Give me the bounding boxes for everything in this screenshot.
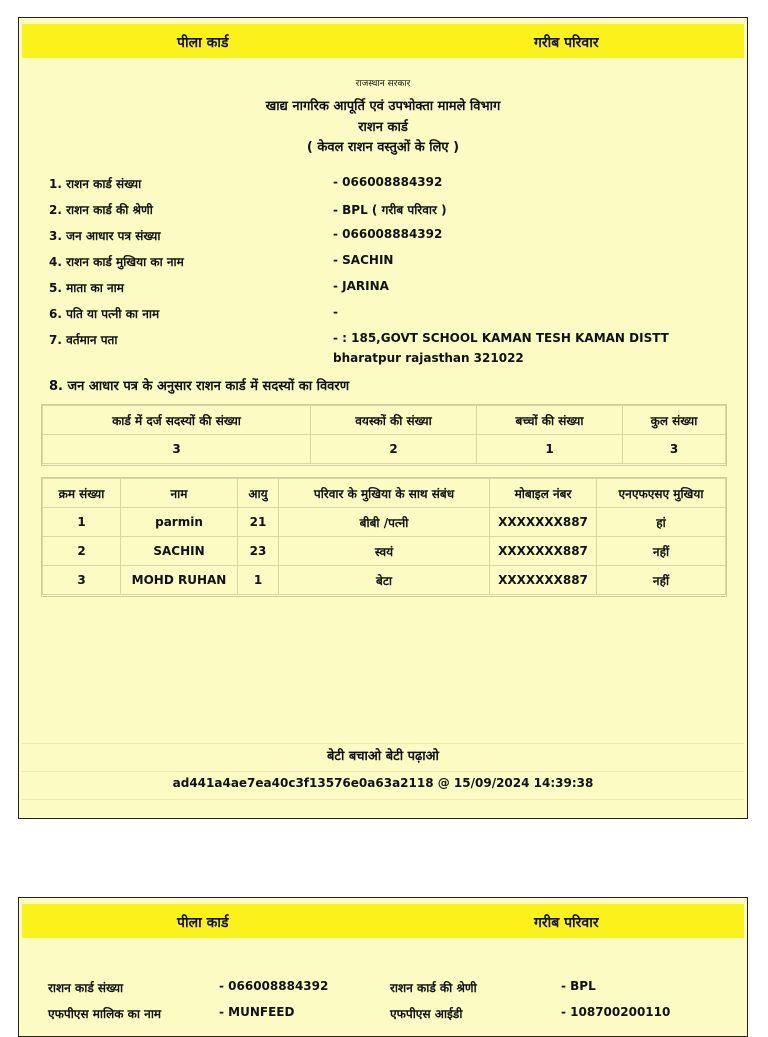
table-cell: 2 [311, 435, 477, 464]
table-cell: बेटा [279, 566, 490, 595]
field-label: 1. राशन कार्ड संख्या [49, 177, 142, 191]
column-header: कुल संख्या [623, 406, 726, 435]
divider [22, 799, 744, 800]
field-label: एफपीएस आईडी [390, 1007, 463, 1021]
field-label: राशन कार्ड की श्रेणी [390, 981, 477, 995]
table-row [43, 435, 726, 464]
table-row [43, 566, 726, 595]
table-header-row [43, 406, 726, 435]
table-cell: नहीं [597, 537, 726, 566]
field-label: 7. वर्तमान पता [49, 333, 118, 347]
table-cell: XXXXXXX887 [490, 508, 597, 537]
table-cell: XXXXXXX887 [490, 537, 597, 566]
table-cell: स्वयं [279, 537, 490, 566]
column-header: परिवार के मुखिया के साथ संबंध [279, 479, 490, 508]
table-row [43, 537, 726, 566]
field-label: राशन कार्ड संख्या [48, 981, 124, 995]
address-value: - : 185,GOVT SCHOOL KAMAN TESH KAMAN DISTT bharatpur rajasthan 321022 [333, 331, 669, 365]
ration-card-back [18, 897, 748, 1037]
card-type-label: पीला कार्ड [177, 915, 229, 931]
table-cell: 23 [238, 537, 279, 566]
table-cell: 21 [238, 508, 279, 537]
field-value: - 108700200110 [561, 1005, 671, 1019]
table-cell: नहीं [597, 566, 726, 595]
department-name: खाद्य नागरिक आपूर्ति एवं उपभोक्ता मामले विभाग [265, 99, 501, 114]
table-cell: MOHD RUHAN [121, 566, 238, 595]
family-category-label: गरीब परिवार [534, 35, 599, 51]
ration-card-front [18, 17, 748, 819]
government-name: राजस्थान सरकार [355, 79, 411, 89]
column-header: वयस्कों की संख्या [311, 406, 477, 435]
table-cell: SACHIN [121, 537, 238, 566]
field-label: 5. माता का नाम [49, 281, 124, 295]
field-label: 4. राशन कार्ड मुखिया का नाम [49, 255, 184, 269]
table-cell: XXXXXXX887 [490, 566, 597, 595]
card-header [22, 24, 744, 58]
table-cell: 1 [43, 508, 121, 537]
table-cell: parmin [121, 508, 238, 537]
column-header: बच्चों की संख्या [477, 406, 623, 435]
field-value: - MUNFEED [219, 1005, 295, 1019]
document-subtitle: ( केवल राशन वस्तुओं के लिए ) [306, 140, 460, 155]
column-header: आयु [238, 479, 279, 508]
table-cell: हां [597, 508, 726, 537]
column-header: मोबाइल नंबर [490, 479, 597, 508]
table-header-row [43, 479, 726, 508]
table-cell: 3 [43, 435, 311, 464]
section-heading: 8. जन आधार पत्र के अनुसार राशन कार्ड में सदस्यों का विवरण [49, 379, 350, 394]
document-title: राशन कार्ड [358, 120, 408, 135]
field-value: - JARINA [333, 279, 389, 293]
field-label: 3. जन आधार पत्र संख्या [49, 229, 161, 243]
field-value: - [333, 305, 338, 319]
field-value: - BPL [561, 979, 596, 993]
column-header: एनएफएसए मुखिया [597, 479, 726, 508]
table-cell: 3 [623, 435, 726, 464]
column-header: क्रम संख्या [43, 479, 121, 508]
divider [22, 771, 744, 772]
card-type-label: पीला कार्ड [177, 35, 229, 51]
table-cell: 1 [477, 435, 623, 464]
table-cell: 3 [43, 566, 121, 595]
slogan: बेटी बचाओ बेटी पढ़ाओ [327, 749, 439, 764]
field-value: - 066008884392 [333, 227, 443, 241]
divider [22, 743, 744, 744]
column-header: नाम [121, 479, 238, 508]
field-label: एफपीएस मालिक का नाम [48, 1007, 162, 1021]
field-label: 6. पति या पत्नी का नाम [49, 307, 160, 321]
field-value: - SACHIN [333, 253, 394, 267]
field-label: 2. राशन कार्ड की श्रेणी [49, 203, 153, 217]
field-value: - 066008884392 [333, 175, 443, 189]
table-cell: 2 [43, 537, 121, 566]
card-header [22, 904, 744, 938]
table-row [43, 508, 726, 537]
member-summary-table [42, 405, 726, 464]
field-value: - 066008884392 [219, 979, 329, 993]
members-table [42, 478, 726, 595]
column-header: कार्ड में दर्ज सदस्यों की संख्या [43, 406, 311, 435]
table-cell: बीबी /पत्नी [279, 508, 490, 537]
verification-hash: ad441a4ae7ea40c3f13576e0a63a2118 @ 15/09/2024 14:39:38 [172, 776, 594, 790]
table-cell: 1 [238, 566, 279, 595]
field-value: - BPL ( गरीब परिवार ) [333, 203, 447, 217]
family-category-label: गरीब परिवार [534, 915, 599, 931]
